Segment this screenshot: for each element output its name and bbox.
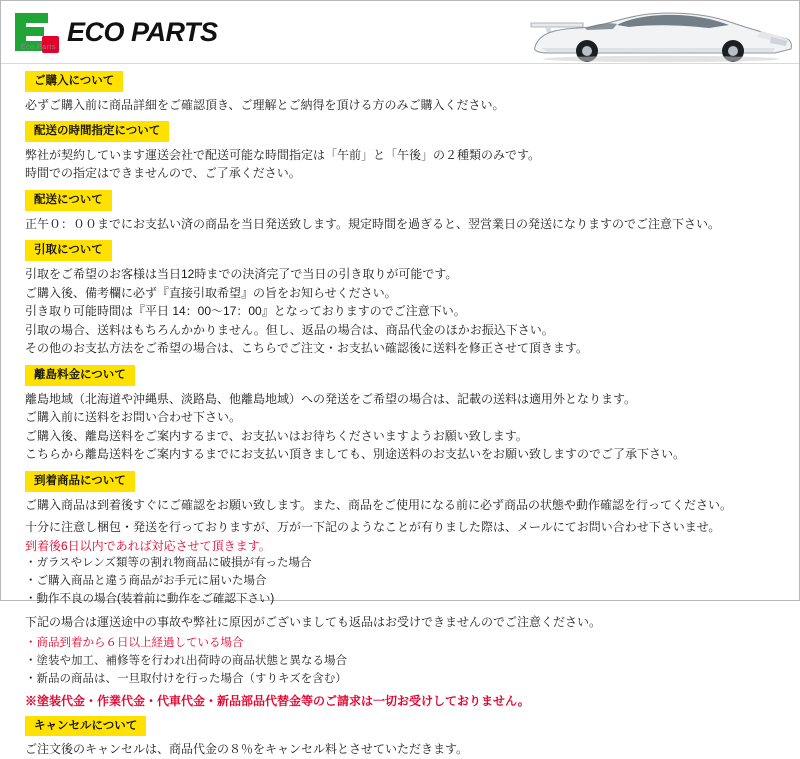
section-line: 時間での指定はできませんので、ご了承ください。 [25, 166, 301, 181]
section-line: 下記の場合は運送途中の事故や弊社に原因がございましても返品はお受けできませんのでご注意ください。 [25, 614, 602, 629]
section-line: ・ご購入商品と違う商品がお手元に届いた場合 [25, 575, 267, 588]
section-cancel [1, 709, 799, 759]
logo-text: ECO PARTS [67, 16, 218, 47]
logo-subtext: Eco Parts [21, 44, 56, 51]
section-line: その他のお支払方法をご希望の場合は、こちらでご注文・お支払い確認後に送料を修正させて頂きます。 [25, 341, 588, 356]
section-line: 引取の場合、送料はもちろんかかりません。但し、返品の場合は、商品代金のほかお振込下さい。 [25, 322, 554, 337]
section-line: ご購入商品は到着後すぐにご確認をお願い致します。また、商品をご使用になる前に必ず商品の状態や動作確認を行ってください。 [25, 497, 733, 512]
section-line: 引き取り可能時間は『平日 14：00〜17：00』となっておりますのでご注意下い。 [25, 304, 466, 319]
section-line: ご購入前に送料をお問い合わせ下さい。 [25, 410, 242, 425]
section-line: 弊社が契約しています運送会社で配送可能な時間指定は「午前」と「午後」の２種類のみです。 [25, 147, 541, 162]
section-line: ご注文後のキャンセルは、商品代金の８％をキャンセル料とさせていただきます。 [25, 742, 469, 757]
section-title: 離島料金について [25, 365, 135, 386]
section-title: 配送について [25, 190, 112, 211]
section-line: ・塗装や加工、補修等を行われ出荷時の商品状態と異なる場合 [25, 655, 347, 668]
section-purchase [1, 64, 799, 114]
section-warning: ※塗装代金・作業代金・代車代金・新品部品代替金等のご請求は一切お受けしておりません。 [25, 693, 530, 708]
section-title: キャンセルについて [25, 716, 146, 737]
section-title: 配送の時間指定について [25, 121, 169, 142]
section-line: ご購入後、備考欄に必ず『直接引取希望』の旨をお知らせください。 [25, 285, 397, 300]
section-arrived-goods [1, 464, 799, 709]
section-shipping [1, 183, 799, 233]
section-line: 離島地域（北海道や沖縄県、淡路島、他離島地域）への発送をご希望の場合は、記載の送料は適用外となります。 [25, 391, 637, 406]
section-line: 引取をご希望のお客様は当日12時までの決済完了で当日の引き取りが可能です。 [25, 266, 458, 281]
section-line: 十分に注意し梱包・発送を行っておりますが、万が一下記のようなことが有りました際は、メールにてお問い合わせ下さいませ。 [25, 520, 721, 535]
section-title: ご購入について [25, 71, 123, 92]
section-title: 引取について [25, 240, 112, 261]
section-pickup [1, 233, 799, 358]
section-delivery-time [1, 114, 799, 183]
white-sports-car-image [525, 3, 795, 63]
section-remote-island-fee [1, 358, 799, 464]
section-title: 到着商品について [25, 471, 135, 492]
section-line: こちらから離島送料をご案内するまでにお支払い頂きましても、別途送料のお支払いをお願い致しますのでご了承下さい。 [25, 447, 686, 462]
section-line: ・ガラスやレンズ類等の割れ物商品に破損が有った場合 [25, 557, 312, 570]
section-line: 必ずご購入前に商品詳細をご確認頂き、ご理解とご納得を頂ける方のみご購入ください。 [25, 97, 505, 112]
section-line: ・動作不良の場合(装着前に動作をご確認下さい) [25, 592, 275, 605]
store-header [1, 1, 799, 64]
notice-content [1, 64, 799, 759]
section-line: 正午０：００までにお支払い済の商品を当日発送致します。規定時間を過ぎると、翌営業日の発送になりますのでご注意下さい。 [25, 216, 721, 231]
section-line: ・新品の商品は、一旦取付けを行った場合（すりキズを含む） [25, 673, 347, 685]
section-line-highlight: ・商品到着から６日以上経過している場合 [25, 637, 244, 650]
section-line-highlight: 到着後6日以内であれば対応させて頂きます。 [25, 538, 271, 553]
section-line: ご購入後、離島送料をご案内するまで、お支払いはお待ちくださいますようお願い致します。 [25, 428, 528, 443]
